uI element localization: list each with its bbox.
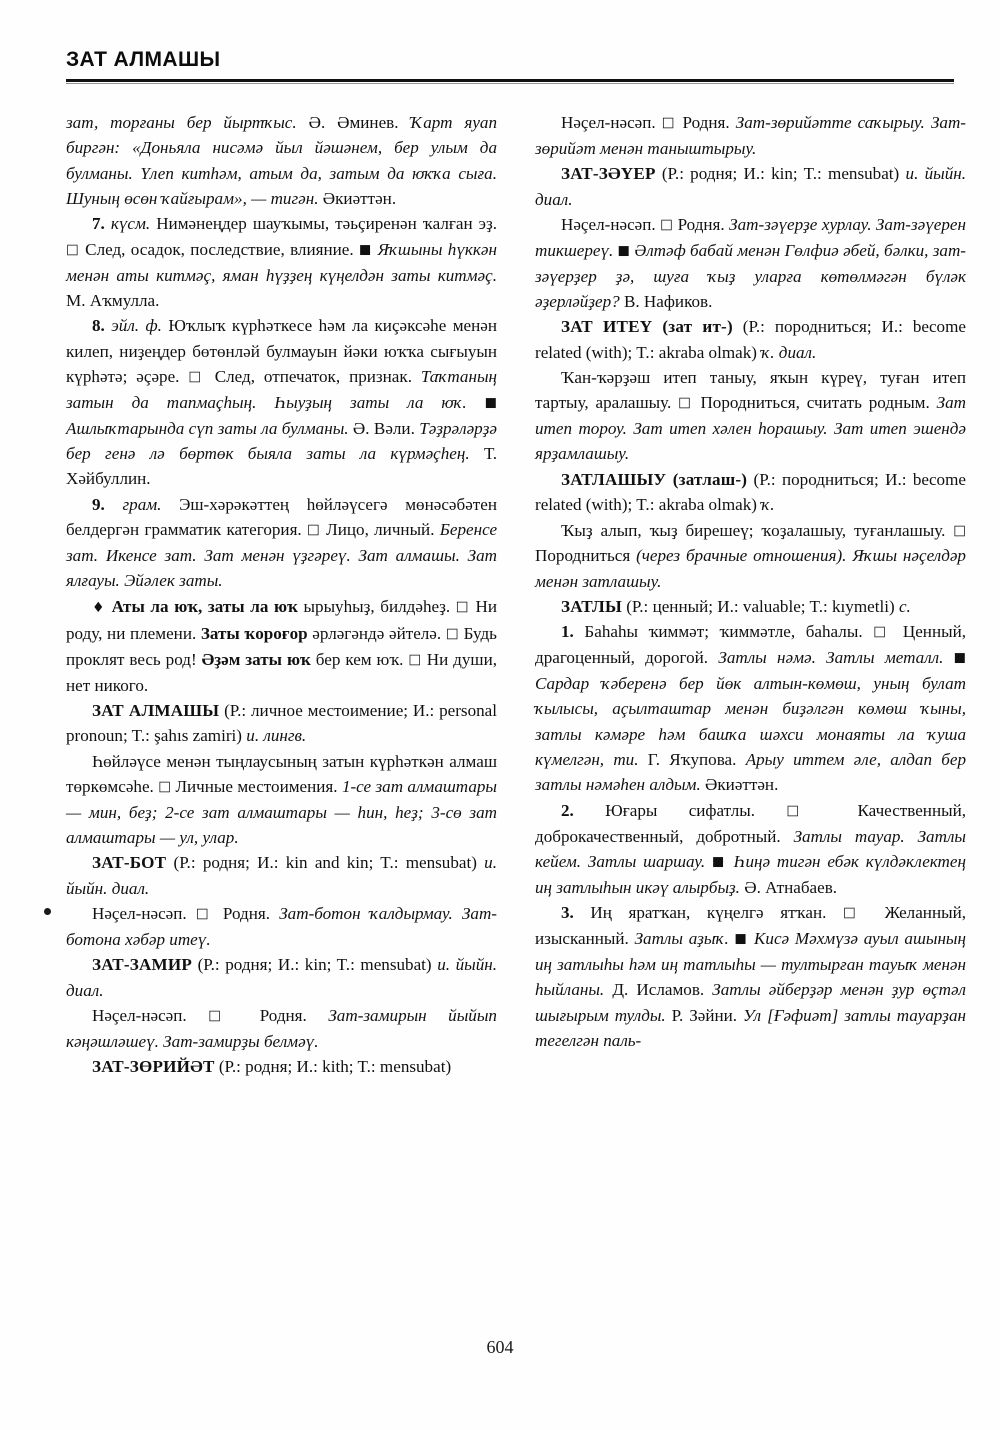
sense-9-gloss: Лицо, личный. — [326, 520, 435, 539]
sense-gloss: Качественный, доброкачественный, добротный. — [535, 800, 967, 846]
entry-zat-iteu-head — [535, 314, 966, 365]
open-square-icon: □ — [188, 368, 206, 385]
open-square-icon: □ — [208, 1007, 239, 1024]
entry-examples: Зат итеп тороу. Зат итеп хәлен һорашыу. Зат итеп эшендә ярҙамлашыу. — [535, 393, 967, 464]
open-square-icon: □ — [842, 904, 869, 921]
entry-definition: Нәçел-нәсәп. — [92, 904, 187, 924]
headword: ЗАТ АЛМАШЫ — [92, 700, 220, 720]
open-square-icon: □ — [661, 114, 677, 131]
sense-citation-1-attrib: Г. Яҡупова. — [647, 750, 737, 770]
continued-example-tail: зат, торғаны бер йыртҡыс. — [66, 113, 297, 132]
entry-gloss: Личные местоимения. — [175, 776, 338, 796]
headword: ЗАТ-ЗӘҮЕР — [561, 164, 656, 184]
sense-8-definition: Юҡлыҡ күрһәткесе һәм ла киçәксәһе менән килеп, ниҙеңдер бөтөнләй булмауын йәки юҡҡа сығыуын күрһәтә; әçәре. — [66, 316, 498, 386]
headword-grammar: и. йыйн. диал. — [535, 164, 967, 209]
page-number: 604 — [486, 1337, 514, 1357]
sense-citation-1: Сардар ҡәберенә бер йөк алтын-көмөш, уның булат ҡылысы, аçылташтар менән биҙәлгән көмөш ҡыны, затлы кәмәре һәм башҡа шәхси монаяты ла ҡуша күмелгән, ти. — [535, 674, 966, 770]
entry-zat-iteu-body — [535, 365, 966, 467]
headword-grammar: и. йыйн. диал. — [66, 853, 497, 898]
sense-citation-2-attrib: Әкиәттән. — [705, 775, 779, 795]
headword-translations: (Р.: родня; И.: kith; T.: mensubat) — [218, 1057, 452, 1077]
running-head — [66, 48, 946, 84]
idiom-3-head: Әҙәм заты юҡ — [201, 649, 311, 669]
headword-translations: (Р.: родня; И.: kin and kin; T.: mensubat) — [173, 853, 477, 873]
sense-citation-1-attrib: Д. Исламов. — [612, 980, 705, 1000]
entry-zat-almashy-head — [66, 698, 497, 749]
headword-translations: (Р.: родня; И.: kin; T.: mensubat) — [661, 164, 900, 184]
sense-9 — [66, 492, 497, 594]
open-square-icon: □ — [873, 623, 893, 640]
entry-gloss-paren: (через брачные отношения). — [636, 546, 847, 566]
phraseology-block — [66, 594, 497, 698]
entry-gloss: Родня. — [222, 904, 270, 924]
filled-square-icon: ■ — [617, 243, 630, 259]
sense-examples: Затлы аҙыҡ. — [634, 929, 729, 948]
headword-grammar: ҡ. диал. — [761, 342, 817, 362]
entry-zat-almashy-body — [66, 749, 497, 851]
headword: ЗАТ-ЗӨРИЙӘТ — [92, 1057, 215, 1077]
filled-square-icon: ■ — [953, 650, 966, 666]
entry-examples: Зат-зөрийәтте саҡырыу. Зат-зөрийәт менән таныштырыу. — [535, 113, 966, 158]
headword-grammar: с. — [898, 597, 911, 617]
open-square-icon: □ — [678, 394, 694, 411]
entry-zat-bot-body — [66, 901, 497, 952]
sense-citation-1-attrib: Ә. Атнабаев. — [744, 877, 838, 897]
entry-zat-zoriyat-head — [66, 1054, 497, 1079]
sense-gloss: Ценный, драгоценный, дорогой. — [535, 622, 966, 668]
open-square-icon: □ — [660, 216, 674, 233]
right-column — [535, 110, 966, 1080]
sense-9-definition: Эш-хәрәкәттең һөйләүсегә мөнәсәбәтен белдергән грамматик категория. — [66, 494, 498, 539]
sense-7-citation-attrib: М. Аҡмулла. — [66, 290, 160, 310]
entry-citation-attrib: В. Нафиков. — [623, 291, 713, 311]
entry-gloss: Родня. — [677, 214, 725, 234]
entry-examples: Яҡшы нәçелдәр менән затлашыу. — [535, 546, 966, 591]
filled-square-icon: ■ — [484, 395, 497, 411]
headword-translations: (Р.: породниться; И.: become related (with); T.: akraba olmak) — [535, 469, 966, 515]
sense-8-gloss: След, отпечаток, признак. — [214, 366, 412, 386]
entry-examples: 1-се зат алмаштары — мин, беҙ; 2-се зат алмаштары — һин, һеҙ; 3-сө зат алмаштары — ул, улар. — [66, 776, 497, 848]
sense-examples: Затлы тауар. Затлы кейем. Затлы шаршау. — [535, 826, 966, 871]
entry-zat-zayuer-body — [535, 212, 966, 314]
idiom-2-bashkir: әрләгәндә әйтелә. — [312, 623, 442, 643]
sense-8-citation-1: Ашлыҡтарында сүп заты ла булманы. — [66, 418, 349, 438]
running-head-rule-thin — [66, 83, 954, 84]
entry-examples: Зат-зәүерҙе хурлау. Зат-зәүерен тикшереү. — [535, 214, 966, 260]
sense-citation-2: Затлы әйберҙәр менән ҙур өçтәл шығырым тулды. — [535, 980, 966, 1025]
entry-zatly-sense-2 — [535, 798, 966, 900]
entry-examples: Зат-ботон ҡалдырмау. Зат-ботона хәбәр итеү. — [66, 904, 497, 949]
sense-7-citation: Яҡшыны һүккән менән аты китмәç, яман һүҙҙең күңелдән заты китмәç. — [66, 239, 497, 285]
idiom-3-bashkir: бер кем юҡ. — [315, 649, 404, 669]
sense-7-number: 7. — [92, 214, 105, 234]
sense-9-label: грам. — [122, 494, 162, 514]
entry-zat-zamir-body — [66, 1003, 497, 1054]
entry-gloss: Породниться, считать родным. — [700, 393, 930, 413]
running-head-title: ЗАТ АЛМАШЫ — [66, 48, 221, 71]
open-square-icon: □ — [158, 778, 172, 795]
sense-citation-3: Ул [Ғәфиәт] затлы тауарҙан тегелгән паль- — [535, 1005, 967, 1050]
sense-8-number: 8. — [92, 316, 105, 336]
sense-definition: Юғары сифатлы. — [605, 800, 755, 820]
entry-zatlashyu-head — [535, 467, 966, 518]
diamond-icon: ♦ — [92, 599, 106, 616]
filled-square-icon: ■ — [711, 854, 727, 870]
headword-translations: (Р.: породниться; И.: become related (with); T.: akraba olmak) — [535, 317, 966, 362]
open-square-icon: □ — [307, 521, 321, 538]
sense-8-citation-1-attrib: Ә. Вәли. — [352, 418, 415, 438]
entry-zat-zayuer-head — [535, 161, 966, 212]
entry-zat-zoriyat-body — [535, 110, 966, 161]
headword-translations: (Р.: личное местоимение; И.: personal pronoun; T.: şahıs zamiri) — [66, 700, 497, 746]
open-square-icon: □ — [786, 802, 827, 819]
entry-zatly-sense-3 — [535, 900, 966, 1053]
continued-entry — [66, 110, 497, 211]
idiom-3-russian: Ни души, нет никого. — [66, 649, 497, 695]
open-square-icon: □ — [66, 241, 80, 258]
entry-citation: Әлтәф бабай менән Гөлфиә әбей, бәлки, зат-зәүерҙер ҙә, шуға ҡыҙ уларға көтөлмәгән бүләк әҙерләйҙер? — [535, 240, 966, 311]
headword: ЗАТ ИТЕҮ (зат ит-) — [561, 317, 733, 337]
sense-citation-2-attrib: Р. Зәйни. — [671, 1005, 738, 1025]
sense-definition: Иң яратҡан, күңелгә ятҡан. — [590, 903, 827, 923]
open-square-icon: □ — [408, 651, 422, 668]
entry-definition: Нәçел-нәсәп. — [561, 113, 656, 132]
entry-definition: Һөйләүсе менән тыңлаусының затын күрһәткән алмаш төркөмсәһе. — [66, 751, 497, 796]
sense-gloss: Желанный, изысканный. — [535, 903, 966, 948]
headword-grammar: и. лингв. — [246, 726, 307, 746]
two-column-body — [66, 110, 966, 1080]
open-square-icon: □ — [455, 598, 470, 615]
headword-grammar: ҡ. — [761, 495, 775, 515]
sense-8-citation-2: Тәҙрәләрҙә бер генә лә бөртөк быяла заты ла күрмәçһең. — [66, 418, 497, 463]
sense-number: 1. — [561, 622, 574, 642]
scan-artifact-speck — [44, 908, 51, 915]
sense-8-examples: Таҡтаның затын да тапмаçһың. Һыуҙың заты ла юҡ. — [66, 366, 498, 412]
headword: ЗАТ-ЗАМИР — [92, 955, 192, 975]
sense-number: 2. — [561, 800, 574, 820]
sense-8-label: эйл. ф. — [111, 316, 162, 336]
headword: ЗАТ-БОТ — [92, 853, 167, 873]
open-square-icon: □ — [445, 625, 459, 642]
filled-square-icon: ■ — [734, 931, 749, 947]
idiom-2-head: Заты ҡороғор — [200, 623, 308, 643]
continued-attrib-2: Әкиәттән. — [322, 189, 397, 209]
sense-7-gloss: След, осадок, последствие, влияние. — [85, 239, 354, 259]
sense-examples: Затлы нәмә. Затлы металл. — [718, 648, 944, 668]
entry-gloss: Родня. — [682, 113, 730, 132]
sense-citation-2: Арыу иттем әле, алдап бер затлы нәмәһен алдым. — [535, 750, 966, 795]
headword-translations: (Р.: родня; И.: kin; T.: mensubat) — [197, 955, 432, 975]
open-square-icon: □ — [195, 905, 214, 922]
open-square-icon: □ — [953, 522, 966, 538]
sense-9-number: 9. — [92, 494, 105, 514]
idiom-1-head: Аты ла юҡ, заты ла юҡ — [111, 596, 298, 616]
entry-definition: Ҡан-ҡәрҙәш итеп таныу, яҡын күреү, туған итеп тартыу, аралашыу. — [535, 367, 966, 413]
entry-zat-zamir-head — [66, 952, 497, 1003]
sense-8 — [66, 313, 497, 491]
continued-attrib-1: Ә. Әминев. — [308, 113, 399, 132]
idiom-1-russian: Ни роду, ни племени. — [66, 596, 498, 643]
entry-zat-bot-head — [66, 850, 497, 901]
headword: ЗАТЛАШЫУ (затлаш-) — [561, 469, 748, 489]
sense-9-examples: Беренсе зат. Икенсе зат. Зат менән үҙгәреү. Зат алмашы. Зат ялғауы. Эйәлек заты. — [66, 520, 498, 591]
idiom-2-russian: Будь проклят весь род! — [66, 623, 497, 669]
headword-translations: (Р.: ценный; И.: valuable; T.: kıymetli) — [626, 597, 895, 617]
entry-zatly-sense-1 — [535, 619, 966, 797]
entry-gloss: Породниться — [535, 546, 631, 566]
sense-7-definition: Нимәнеңдер шауҡымы, тәьçиренән ҡалған эҙ. — [156, 214, 497, 234]
sense-citation-1: Кисә Мәхмүзә ауыл ашының иң затлыһы һәм иң татлыһы — тултырған тауыҡ менән һыйланы. — [535, 929, 966, 1000]
headword-grammar: и. йыйн. диал. — [66, 955, 497, 1000]
continued-quote-2: Ҡарт яуап биргән: «Доньяла нисәмә йыл йәшәнем, бер улым да булманы. Үлеп китһәм, атым да, затым да юҡҡа сыға. Шуның өсөн ҡайғырам», — тигән. — [66, 113, 497, 209]
headword: ЗАТЛЫ — [561, 597, 622, 617]
left-column — [66, 110, 497, 1080]
sense-definition: Баһаһы ҡиммәт; ҡиммәтле, баһалы. — [584, 622, 863, 642]
sense-7-label: күсм. — [110, 214, 151, 234]
sense-citation-1: Һиңә тигән ебәк күлдәклектең иң затлыһын икәү алырбыҙ. — [535, 851, 966, 897]
idiom-1-bashkir: ырыуһыҙ, билдәһеҙ. — [303, 596, 451, 616]
entry-definition: Нәçел-нәсәп. — [561, 214, 656, 234]
entry-gloss: Родня. — [259, 1006, 307, 1026]
filled-square-icon: ■ — [358, 242, 373, 258]
sense-number: 3. — [561, 903, 574, 923]
running-head-rule — [66, 79, 954, 82]
entry-definition: Нәçел-нәсәп. — [92, 1006, 187, 1026]
entry-zatly-head — [535, 594, 966, 619]
sense-7 — [66, 211, 497, 313]
entry-examples: Зат-замирын йыйып кәңәшләшеү. Зат-замирҙы белмәү. — [66, 1006, 497, 1051]
entry-definition: Ҡыҙ алып, ҡыҙ бирешеү; ҡоҙалашыу, туғанлашыу. — [561, 520, 946, 540]
entry-zatlashyu-body — [535, 518, 966, 595]
sense-8-citation-2-attrib: Т. Хәйбуллин. — [66, 443, 498, 489]
